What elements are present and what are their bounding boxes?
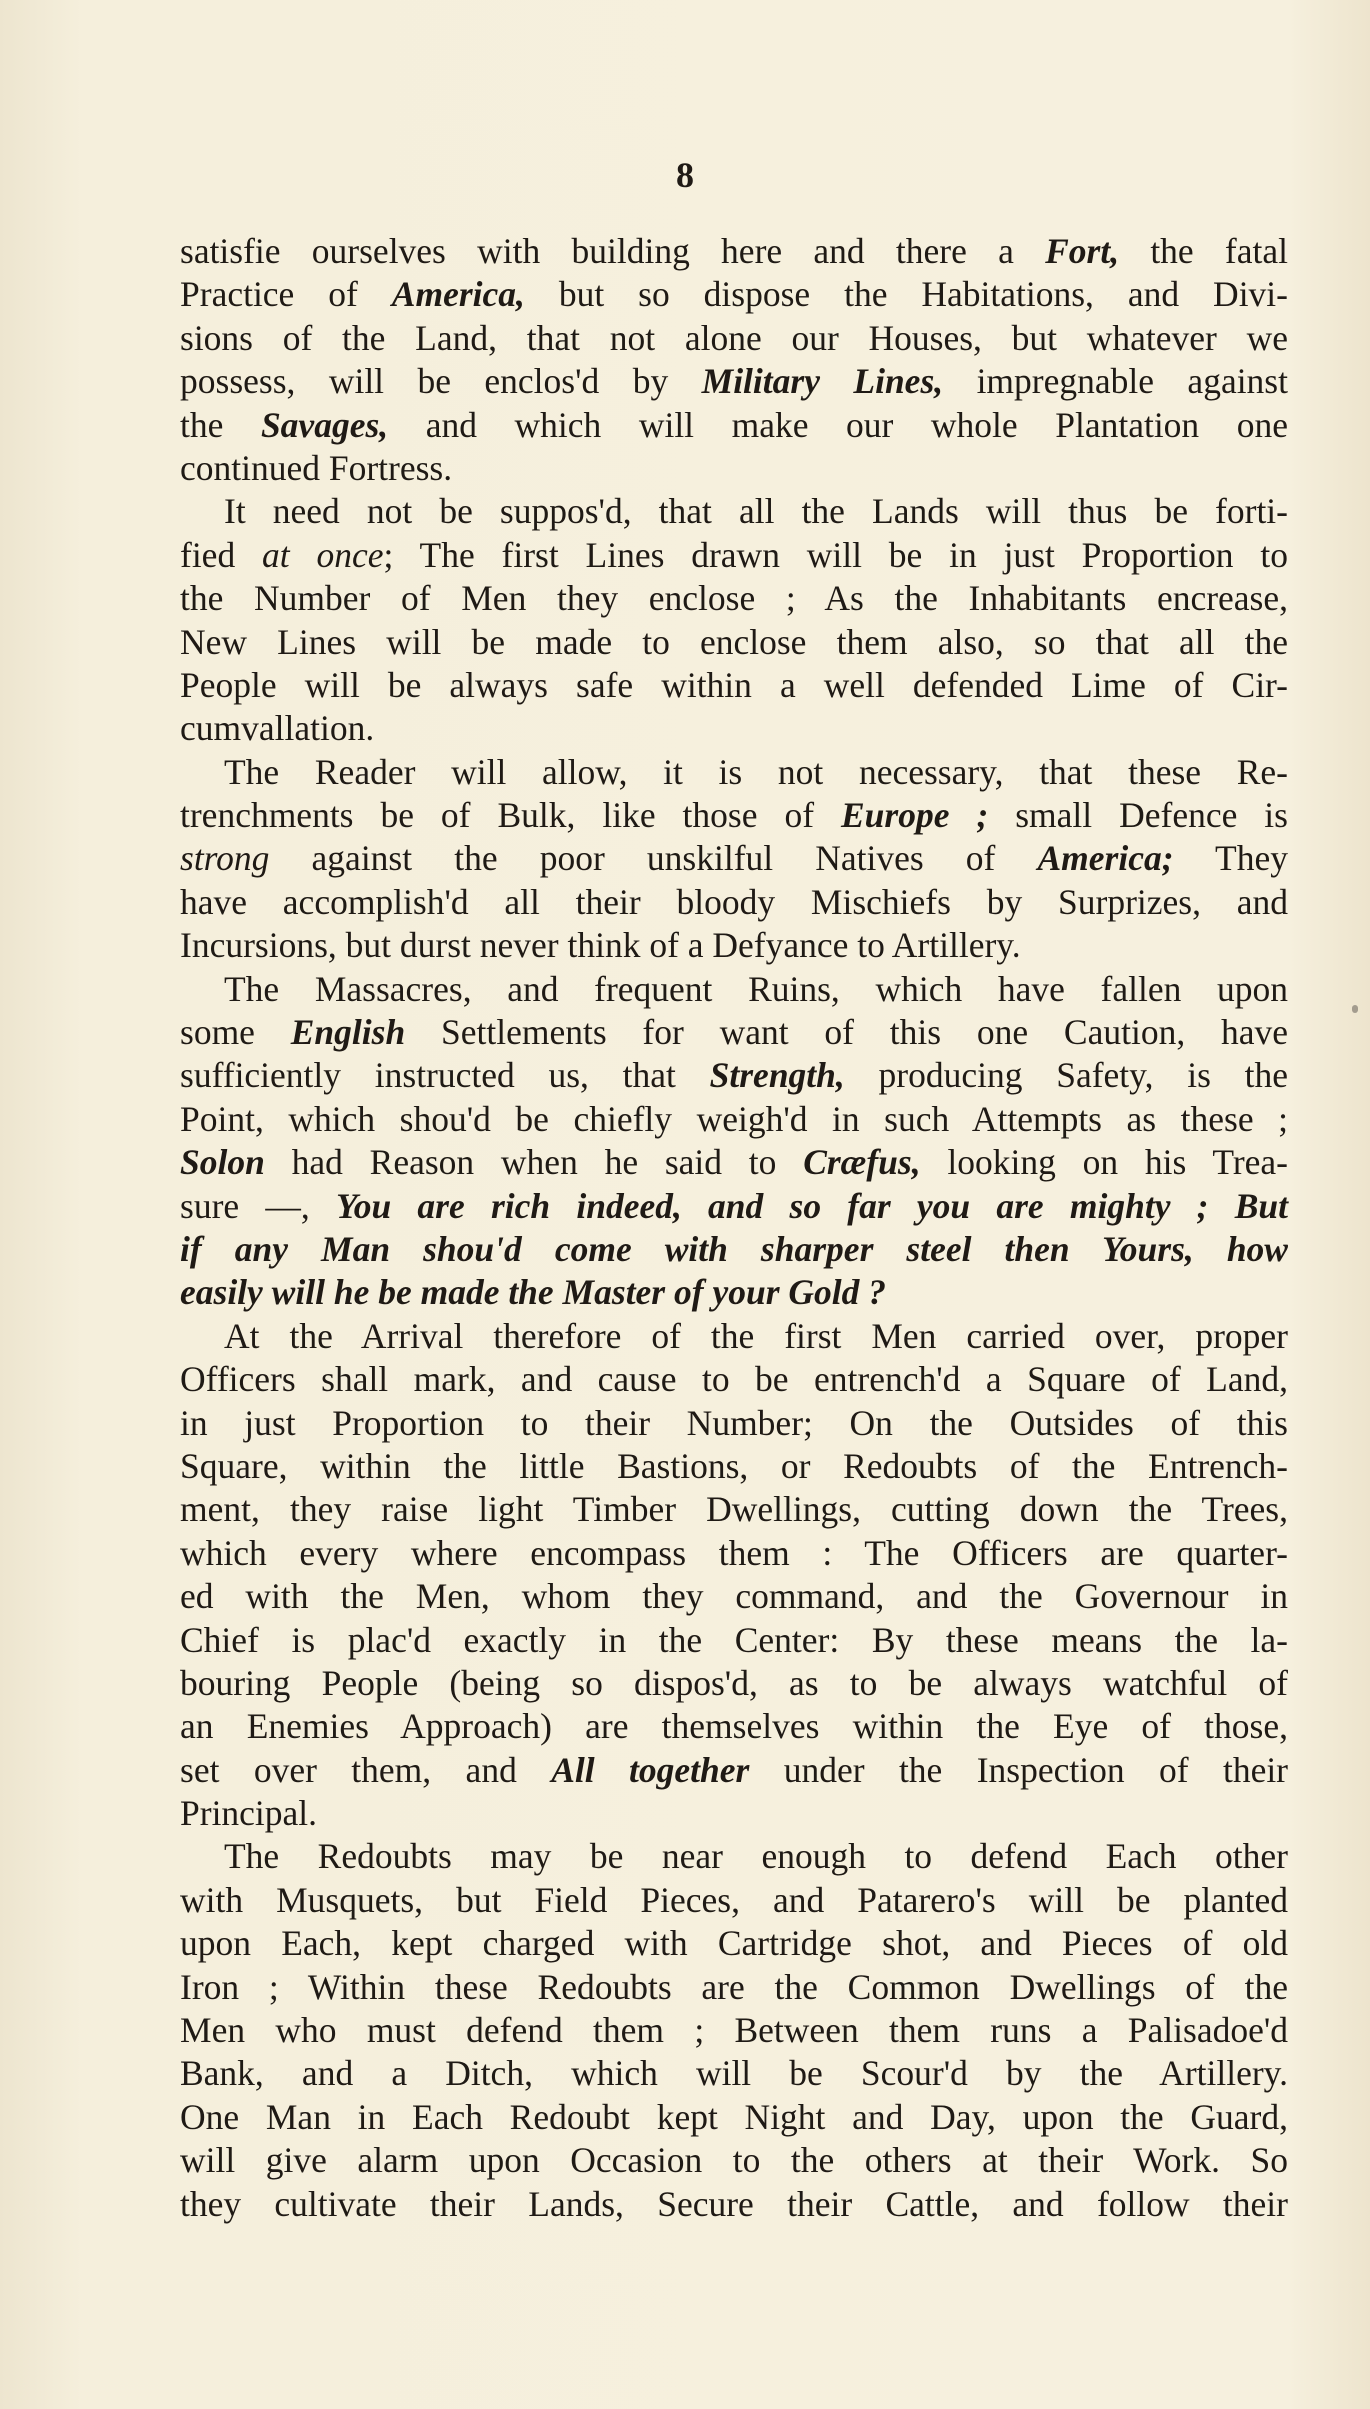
text-run: The Redoubts may be near enough to defend Each other	[224, 1836, 1288, 1877]
text-run: small Defence is	[988, 795, 1288, 836]
text-line	[180, 751, 1288, 794]
text-run: Settlements for want of this one Caution, have	[405, 1012, 1288, 1053]
emphasis-text: Fort,	[1045, 231, 1120, 271]
emphasis-text: strong	[180, 838, 270, 879]
text-run: Officers shall mark, and cause to be entrench'd a Square of Land,	[180, 1359, 1288, 1400]
text-run: Principal.	[180, 1793, 318, 1834]
text-line	[180, 1315, 1288, 1358]
text-run: looking on his Trea-	[920, 1142, 1288, 1183]
text-line	[180, 317, 1288, 360]
text-run: Point, which shou'd be chiefly weigh'd in such Attempts as these ;	[180, 1098, 1288, 1139]
text-line	[180, 1966, 1288, 2009]
text-run: the	[180, 404, 261, 445]
emphasis-text: English	[290, 1012, 406, 1053]
text-run: Iron ; Within these Redoubts are the Common Dwellings of the	[180, 1966, 1288, 2007]
text-run: will give alarm upon Occasion to the others at their Work. So	[180, 2140, 1288, 2181]
text-line	[180, 577, 1288, 620]
text-line	[180, 1488, 1288, 1531]
text-run: trenchments be of Bulk, like those of	[180, 795, 841, 836]
text-run: continued Fortress.	[180, 447, 453, 488]
text-line	[180, 837, 1288, 880]
text-run: under the Inspection of their	[749, 1749, 1289, 1790]
text-line	[180, 2139, 1288, 2182]
text-run: set over them, and	[180, 1749, 552, 1790]
text-run: but so dispose the Habitations, and Divi-	[524, 274, 1288, 315]
text-line	[180, 707, 1288, 750]
emphasis-text: Strength,	[709, 1055, 845, 1096]
text-line	[180, 1098, 1288, 1141]
emphasis-text: Military Lines,	[701, 361, 944, 402]
text-run: cumvallation.	[180, 708, 375, 749]
emphasis-text: Savages,	[260, 404, 389, 445]
emphasis-text: easily will he be made the Master of your Gold ?	[180, 1272, 887, 1313]
text-line	[180, 1705, 1288, 1748]
text-run: producing Safety, is the	[844, 1055, 1288, 1096]
text-line	[180, 2183, 1288, 2226]
text-run: Practice of	[180, 274, 392, 315]
text-run: impregnable against	[943, 361, 1288, 402]
text-line	[180, 1271, 1288, 1314]
text-line	[180, 1011, 1288, 1054]
text-run: ; The first Lines drawn will be in just Proportion to	[383, 534, 1288, 575]
emphasis-text: You are rich indeed, and so far you are mighty ; But	[335, 1185, 1288, 1226]
text-run: ment, they raise light Timber Dwellings, cutting down the Trees,	[180, 1489, 1288, 1530]
text-line	[180, 490, 1288, 533]
text-run: bouring People (being so dispos'd, as to be always watchful of	[180, 1662, 1288, 1703]
text-run: One Man in Each Redoubt kept Night and Day, upon the Guard,	[180, 2096, 1288, 2137]
text-line	[180, 664, 1288, 707]
text-line	[180, 2052, 1288, 2095]
text-line	[180, 2096, 1288, 2139]
text-run: fied	[180, 534, 263, 575]
text-line	[180, 447, 1288, 490]
text-run: upon Each, kept charged with Cartridge shot, and Pieces of old	[180, 1923, 1288, 1964]
text-run: in just Proportion to their Number; On the Outsides of this	[180, 1402, 1288, 1443]
text-line	[180, 230, 1288, 273]
text-line	[180, 1054, 1288, 1097]
text-run: possess, will be enclos'd by	[180, 361, 702, 402]
text-line	[180, 1228, 1288, 1271]
text-run: The Reader will allow, it is not necessary, that these Re-	[224, 751, 1288, 792]
text-line	[180, 534, 1288, 577]
text-line	[180, 1879, 1288, 1922]
emphasis-text: All together	[551, 1749, 750, 1790]
text-run: satisfie ourselves with building here and there a	[180, 231, 1046, 271]
text-line	[180, 1792, 1288, 1835]
text-run: against the poor unskilful Natives of	[269, 838, 1038, 879]
text-run: Square, within the little Bastions, or Redoubts of the Entrench-	[180, 1445, 1288, 1486]
text-line	[180, 924, 1288, 967]
text-run: Chief is plac'd exactly in the Center: By these means the la-	[180, 1619, 1288, 1660]
emphasis-text: if any Man shou'd come with sharper steel then Yours, how	[180, 1228, 1288, 1269]
text-run: The Massacres, and frequent Ruins, which have fallen upon	[224, 968, 1288, 1009]
text-line	[180, 1922, 1288, 1965]
text-line	[180, 1445, 1288, 1488]
text-line	[180, 404, 1288, 447]
text-run: ed with the Men, whom they command, and the Governour in	[180, 1576, 1288, 1617]
emphasis-text: at once	[262, 534, 384, 575]
text-line	[180, 1575, 1288, 1618]
text-run: Men who must defend them ; Between them runs a Palisadoe'd	[180, 2010, 1288, 2051]
text-run: sufficiently instructed us, that	[180, 1055, 710, 1096]
text-line	[180, 1358, 1288, 1401]
text-run: they cultivate their Lands, Secure their Cattle, and follow their	[180, 2183, 1288, 2224]
text-run: sions of the Land, that not alone our Houses, but whatever we	[180, 317, 1288, 358]
text-line	[180, 881, 1288, 924]
text-run: New Lines will be made to enclose them also, so that all the	[180, 621, 1288, 662]
text-run: and which will make our whole Plantation one	[388, 404, 1288, 445]
text-run: the fatal	[1119, 231, 1288, 271]
text-run: some	[180, 1012, 291, 1053]
text-line	[180, 1662, 1288, 1705]
text-line	[180, 1185, 1288, 1228]
text-line	[180, 968, 1288, 1011]
text-run: have accomplish'd all their bloody Mischiefs by Surprizes, and	[180, 881, 1288, 922]
text-line	[180, 1835, 1288, 1878]
text-run: had Reason when he said to	[264, 1142, 804, 1183]
page-speck	[1352, 1005, 1358, 1013]
text-run: They	[1173, 838, 1288, 879]
text-line	[180, 621, 1288, 664]
text-line	[180, 1532, 1288, 1575]
emphasis-text: America,	[391, 274, 525, 315]
emphasis-text: Solon	[180, 1142, 265, 1183]
text-run: sure —,	[180, 1185, 336, 1226]
page-number: 8	[676, 155, 694, 195]
text-run: Incursions, but durst never think of a Defyance to Artillery.	[180, 925, 1021, 966]
emphasis-text: Europe ;	[840, 795, 989, 836]
text-run: an Enemies Approach) are themselves within the Eye of those,	[180, 1706, 1288, 1747]
text-run: the Number of Men they enclose ; As the Inhabitants encrease,	[180, 578, 1288, 619]
emphasis-text: America;	[1037, 838, 1174, 879]
body-text	[180, 230, 1288, 2226]
text-run: with Musquets, but Field Pieces, and Patarero's will be planted	[180, 1879, 1288, 1920]
text-line	[180, 360, 1288, 403]
emphasis-text: Cræfus,	[803, 1142, 921, 1183]
text-run: which every where encompass them : The Officers are quarter-	[180, 1532, 1288, 1573]
text-run: At the Arrival therefore of the first Men carried over, proper	[224, 1315, 1288, 1356]
text-line	[180, 1749, 1288, 1792]
text-run: Bank, and a Ditch, which will be Scour'd by the Artillery.	[180, 2053, 1288, 2094]
text-run: It need not be suppos'd, that all the Lands will thus be forti-	[224, 491, 1288, 532]
text-line	[180, 1619, 1288, 1662]
text-line	[180, 2009, 1288, 2052]
text-line	[180, 794, 1288, 837]
text-line	[180, 273, 1288, 316]
text-run: People will be always safe within a well defended Lime of Cir-	[180, 664, 1288, 705]
text-line	[180, 1141, 1288, 1184]
text-line	[180, 1402, 1288, 1445]
